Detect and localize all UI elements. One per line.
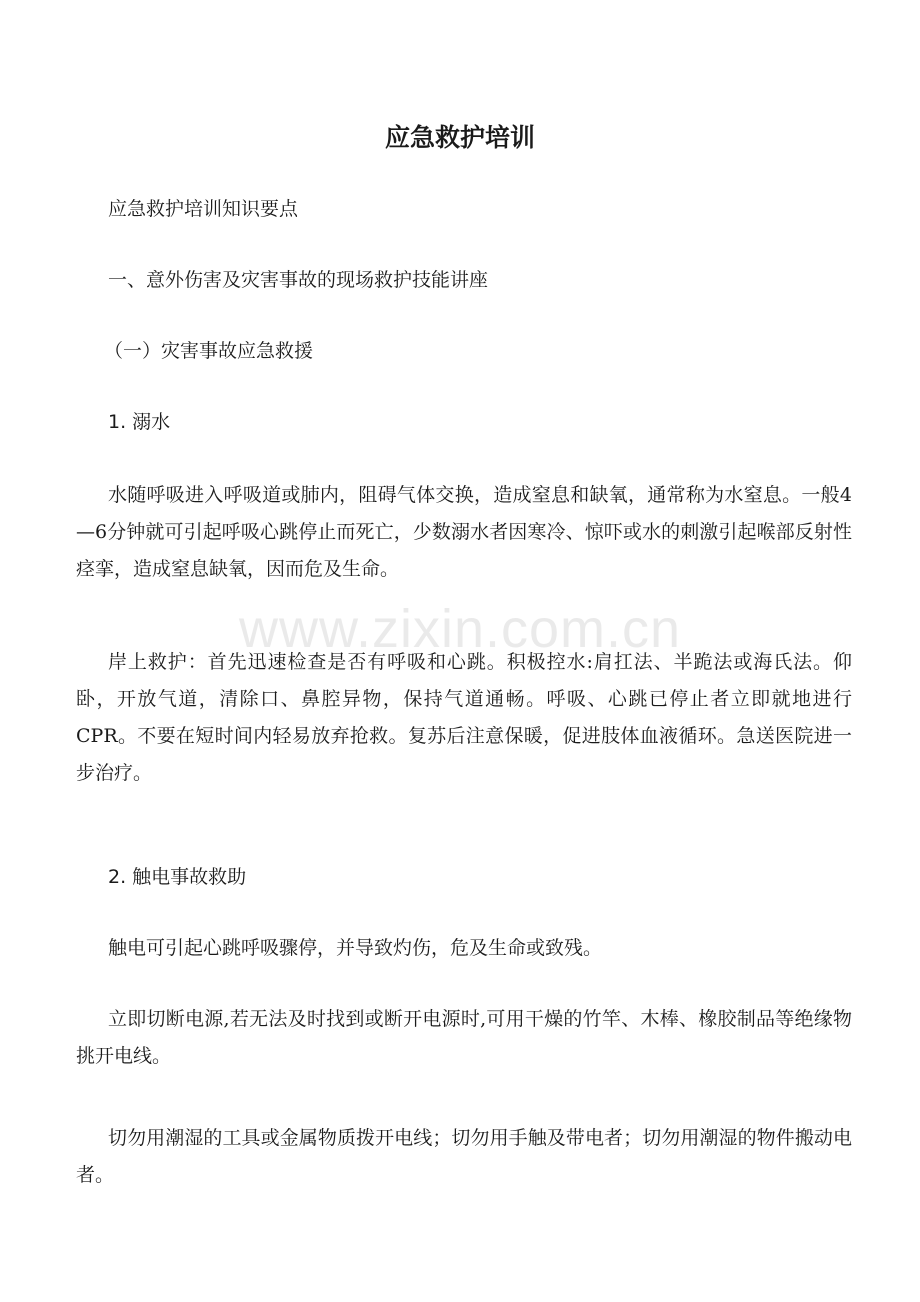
paragraph-precautions: 切勿用潮湿的工具或金属物质拨开电线；切勿用手触及带电者；切勿用潮湿的物件搬动电者。 — [76, 1127, 852, 1186]
paragraph-cut-power: 立即切断电源,若无法及时找到或断开电源时,可用干燥的竹竿、木棒、橡胶制品等绝缘物挑开电线。 — [76, 1008, 852, 1067]
main-heading: 应急救护培训知识要点 — [108, 198, 299, 220]
paragraph-shore-rescue: 岸上救护：首先迅速检查是否有呼吸和心跳。积极控水:肩扛法、半跪法或海氏法。仰卧，开放气道，清除口、鼻腔异物，保持气道通畅。呼吸、心跳已停止者立即就地进行CPR。不要在短时间内轻易放弃抢救。复苏后注意保暖，促进肢体血液循环。急送医院进一步治疗。 — [76, 651, 852, 784]
watermark: www.zixin.com.cn — [238, 599, 682, 659]
document-title: 应急救护培训 — [384, 123, 535, 152]
paragraph-drowning-description: 水随呼吸进入呼吸道或肺内，阻碍气体交换，造成窒息和缺氧，通常称为水窒息。一般4—6分钟就可引起呼吸心跳停止而死亡，少数溺水者因寒冷、惊吓或水的刺激引起喉部反射性痉挛，造成窒息缺氧，因而危及生命。 — [76, 484, 852, 580]
item-heading-electric-shock: 2. 触电事故救助 — [108, 866, 247, 888]
item-heading-drowning: 1. 溺水 — [108, 411, 171, 433]
subsection-heading-1: （一）灾害事故应急救援 — [104, 340, 314, 362]
paragraph-shock-effects: 触电可引起心跳呼吸骤停，并导致灼伤，危及生命或致残。 — [108, 937, 603, 959]
section-heading-1: 一、意外伤害及灾害事故的现场救护技能讲座 — [108, 269, 489, 291]
